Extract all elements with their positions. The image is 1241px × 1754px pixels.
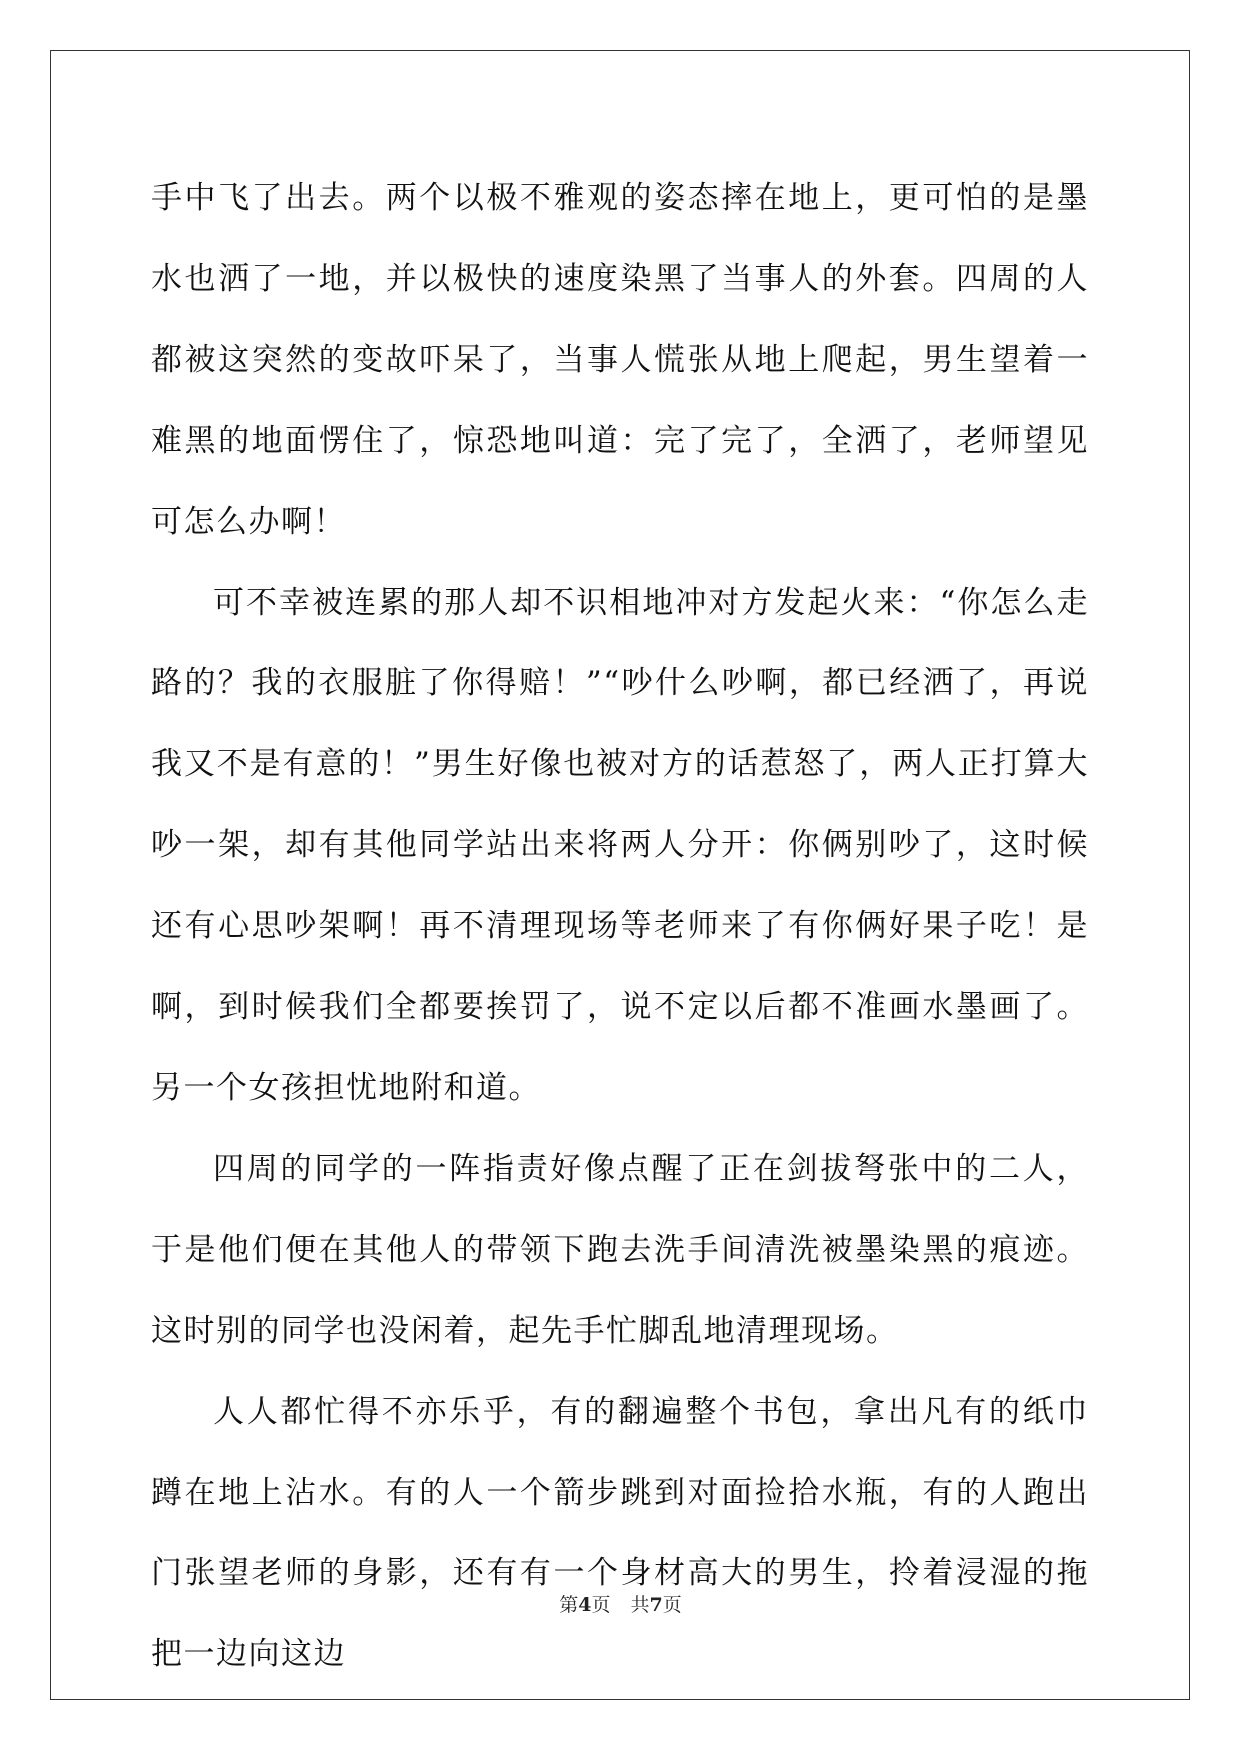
total-page-number: 7 [649,1594,663,1616]
current-page-number: 4 [578,1594,592,1616]
document-body [151,158,1089,1695]
page-suffix: 页 [591,1594,611,1616]
total-prefix: 共 [630,1594,650,1616]
page-footer [0,1590,1241,1617]
page-prefix: 第 [559,1594,579,1616]
paragraph-2: 可不幸被连累的那人却不识相地冲对方发起火来：“你怎么走路的？我的衣服脏了你得赔！”“吵什么吵啊，都已经洒了，再说我又不是有意的！”男生好像也被对方的话惹怒了，两人正打算大吵一架，却有其他同学站出来将两人分开：你俩别吵了，这时候还有心思吵架啊！再不清理现场等老师来了有你俩好果子吃！是啊，到时候我们全都要挨罚了，说不定以后都不准画水墨画了。另一个女孩担忧地附和道。 [151,584,1089,1106]
paragraph-1: 手中飞了出去。两个以极不雅观的姿态摔在地上，更可怕的是墨水也洒了一地，并以极快的速度染黑了当事人的外套。四周的人都被这突然的变故吓呆了，当事人慌张从地上爬起，男生望着一难黑的地面愣住了，惊恐地叫道：完了完了，全洒了，老师望见可怎么办啊！ [151,180,1089,540]
paragraph-4: 人人都忙得不亦乐乎，有的翻遍整个书包，拿出凡有的纸巾蹲在地上沾水。有的人一个箭步跳到对面捡拾水瓶，有的人跑出门张望老师的身影，还有有一个身材高大的男生，拎着浸湿的拖把一边向这边 [151,1393,1089,1673]
total-suffix: 页 [662,1594,682,1616]
paragraph-3: 四周的同学的一阵指责好像点醒了正在剑拔弩张中的二人，于是他们便在其他人的带领下跑去洗手间清洗被墨染黑的痕迹。这时别的同学也没闲着，起先手忙脚乱地清理现场。 [151,1150,1089,1349]
